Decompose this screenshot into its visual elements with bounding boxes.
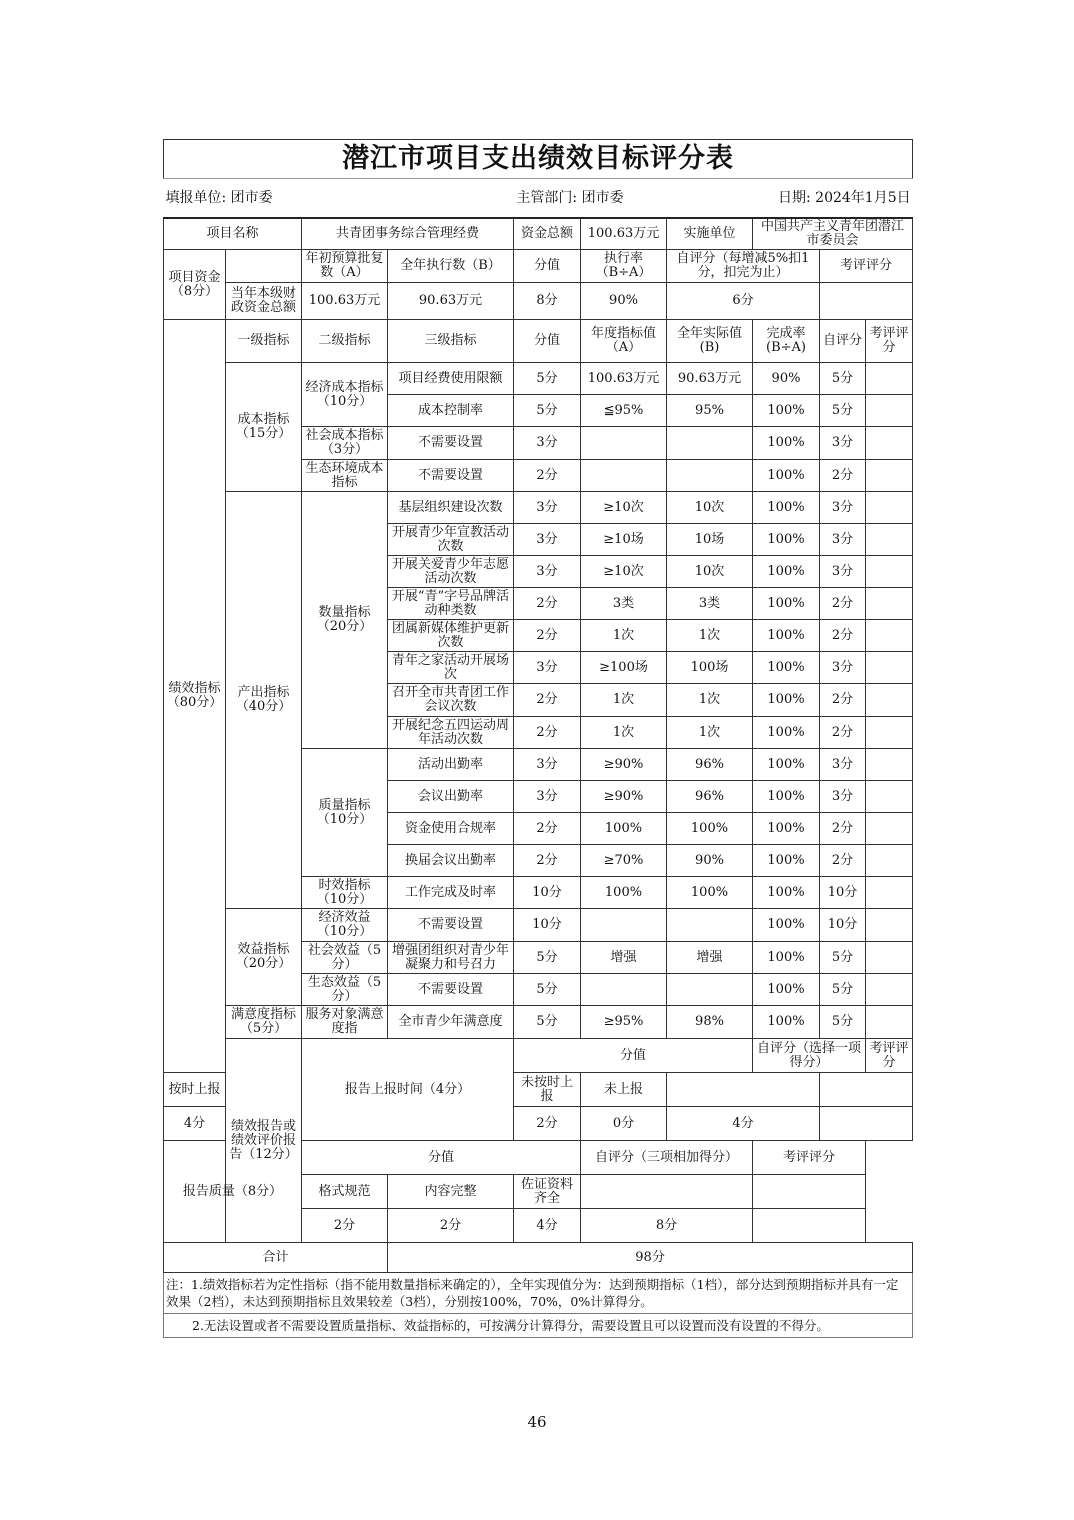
indicator-rate: 100% — [753, 460, 820, 492]
indicator-self-header: 自评分 — [820, 320, 866, 363]
indicator-target — [581, 460, 667, 492]
satisfaction-indicator: 满意度指标（5分） — [226, 1006, 302, 1039]
format-option: 格式规范 — [302, 1175, 388, 1209]
quantity-indicator: 数量指标（20分） — [302, 492, 388, 749]
indicator-target: 100.63万元 — [581, 363, 667, 395]
indicator-target — [581, 427, 667, 460]
indicator-target: ≥90% — [581, 781, 667, 813]
indicator-actual: 90% — [667, 845, 753, 877]
indicator-score: 5分 — [514, 974, 581, 1006]
indicator-score: 5分 — [514, 942, 581, 974]
indicator-score: 2分 — [514, 588, 581, 620]
indicator-self: 5分 — [820, 942, 866, 974]
report-time-label: 报告上报时间（4分） — [302, 1039, 514, 1141]
eval-score-header: 考评评分 — [820, 250, 913, 283]
report-quality-score-header: 分值 — [302, 1141, 581, 1175]
evidence-score: 4分 — [514, 1209, 581, 1243]
late-option: 未按时上报 — [514, 1073, 581, 1107]
indicator-rate: 90% — [753, 363, 820, 395]
indicator-actual: 3类 — [667, 588, 753, 620]
quality-indicator: 质量指标（10分） — [302, 749, 388, 877]
indicator-target: ≥10场 — [581, 524, 667, 556]
indicator-rate: 100% — [753, 909, 820, 942]
indicator-rate: 100% — [753, 524, 820, 556]
indicator-self: 5分 — [820, 395, 866, 427]
indicator-score: 3分 — [514, 492, 581, 524]
indicator-target: ≥10次 — [581, 492, 667, 524]
score-sheet — [163, 139, 912, 1338]
indicator-self: 3分 — [820, 749, 866, 781]
indicator-rate: 100% — [753, 652, 820, 684]
indicator-rate: 100% — [753, 974, 820, 1006]
actual-header: 全年实际值(B) — [667, 320, 753, 363]
indicator-name: 会议出勤率 — [388, 781, 514, 813]
indicator-actual: 95% — [667, 395, 753, 427]
fund-total-label: 资金总额 — [514, 218, 581, 250]
indicator-self: 3分 — [820, 556, 866, 588]
indicator-target: ≥10次 — [581, 556, 667, 588]
indicator-self: 3分 — [820, 652, 866, 684]
output-indicator: 产出指标（40分） — [226, 492, 302, 909]
fund-total: 100.63万元 — [581, 218, 667, 250]
indicator-self: 2分 — [820, 460, 866, 492]
eco-cost-indicator: 生态环境成本指标 — [302, 460, 388, 492]
report-time-self-header: 自评分（选择一项得分） — [753, 1039, 866, 1073]
cost-indicator: 成本指标（15分） — [226, 363, 302, 492]
exec-rate-header: 执行率（B÷A） — [581, 250, 667, 283]
indicator-actual: 1次 — [667, 684, 753, 717]
indicator-score: 5分 — [514, 395, 581, 427]
funding-row-label: 当年本级财政资金总额 — [226, 283, 302, 320]
indicator-target: 100% — [581, 877, 667, 909]
late-score: 2分 — [514, 1107, 581, 1141]
impl-unit-label: 实施单位 — [667, 218, 753, 250]
indicator-rate: 100% — [753, 749, 820, 781]
social-benefit-indicator: 社会效益（5分） — [302, 942, 388, 974]
indicator-actual: 10次 — [667, 492, 753, 524]
indicator-rate: 100% — [753, 813, 820, 845]
indicator-name: 不需要设置 — [388, 974, 514, 1006]
report-quality-eval-header: 考评评分 — [753, 1141, 866, 1175]
indicator-rate: 100% — [753, 684, 820, 717]
indicator-score-header: 分值 — [514, 320, 581, 363]
indicator-rate: 100% — [753, 942, 820, 974]
indicator-name: 资金使用合规率 — [388, 813, 514, 845]
indicator-self: 5分 — [820, 363, 866, 395]
indicator-name: 青年之家活动开展场次 — [388, 652, 514, 684]
complete-option: 内容完整 — [388, 1175, 514, 1209]
indicator-name: 活动出勤率 — [388, 749, 514, 781]
indicator-name: 换届会议出勤率 — [388, 845, 514, 877]
indicator-target — [581, 974, 667, 1006]
budget-header: 年初预算批复数（A） — [302, 250, 388, 283]
indicator-rate: 100% — [753, 845, 820, 877]
indicator-self: 2分 — [820, 717, 866, 749]
indicator-score: 3分 — [514, 749, 581, 781]
indicator-self: 2分 — [820, 845, 866, 877]
page-title: 潜江市项目支出绩效目标评分表 — [164, 140, 913, 179]
indicator-target: 1次 — [581, 717, 667, 749]
not-reported-score: 0分 — [581, 1107, 667, 1141]
indicator-self: 2分 — [820, 620, 866, 652]
indicator-actual: 100场 — [667, 652, 753, 684]
indicator-score: 3分 — [514, 524, 581, 556]
indicator-name: 开展青少年宣教活动次数 — [388, 524, 514, 556]
budget-value: 100.63万元 — [302, 283, 388, 320]
indicator-self: 5分 — [820, 1006, 866, 1039]
project-name-label: 项目名称 — [164, 218, 302, 250]
page-number: 46 — [527, 1413, 547, 1431]
indicator-actual: 10场 — [667, 524, 753, 556]
fill-unit: 填报单位: 团市委 — [164, 179, 388, 218]
indicator-actual: 96% — [667, 749, 753, 781]
indicator-actual: 96% — [667, 781, 753, 813]
indicator-target: 3类 — [581, 588, 667, 620]
indicator-name: 项目经费使用限额 — [388, 363, 514, 395]
indicator-rate: 100% — [753, 492, 820, 524]
indicator-name: 全市青少年满意度 — [388, 1006, 514, 1039]
indicator-rate: 100% — [753, 877, 820, 909]
indicator-self: 2分 — [820, 813, 866, 845]
indicator-self: 5分 — [820, 974, 866, 1006]
indicator-target: ≥70% — [581, 845, 667, 877]
indicator-actual — [667, 460, 753, 492]
indicator-eval-header: 考评评分 — [866, 320, 913, 363]
indicator-self: 10分 — [820, 877, 866, 909]
indicator-target: 增强 — [581, 942, 667, 974]
indicator-score: 2分 — [514, 717, 581, 749]
report-section-label: 绩效报告或绩效评价报告（12分） — [226, 1039, 302, 1243]
funding-self-score: 6分 — [667, 283, 820, 320]
indicator-self: 2分 — [820, 684, 866, 717]
indicator-rate: 100% — [753, 588, 820, 620]
funding-score: 8分 — [514, 283, 581, 320]
supervising-dept: 主管部门: 团市委 — [388, 179, 753, 218]
on-time-option: 按时上报 — [164, 1073, 226, 1107]
indicator-actual: 1次 — [667, 717, 753, 749]
indicator-actual: 1次 — [667, 620, 753, 652]
indicator-target: ≥95% — [581, 1006, 667, 1039]
social-cost-indicator: 社会成本指标（3分） — [302, 427, 388, 460]
funding-section-label: 项目资金（8分） — [164, 250, 226, 320]
completion-header: 完成率(B÷A) — [753, 320, 820, 363]
indicator-rate: 100% — [753, 427, 820, 460]
benefit-indicator: 效益指标（20分） — [226, 909, 302, 1006]
level2-header: 二级指标 — [302, 320, 388, 363]
indicator-score: 3分 — [514, 781, 581, 813]
econ-cost-indicator: 经济成本指标（10分） — [302, 363, 388, 427]
perf-section-label: 绩效指标（80分） — [164, 320, 226, 1073]
indicator-target: ≦95% — [581, 395, 667, 427]
indicator-target — [581, 909, 667, 942]
indicator-actual: 98% — [667, 1006, 753, 1039]
indicator-rate: 100% — [753, 1006, 820, 1039]
indicator-score: 3分 — [514, 556, 581, 588]
indicator-actual — [667, 909, 753, 942]
econ-benefit-indicator: 经济效益（10分） — [302, 909, 388, 942]
indicator-score: 10分 — [514, 909, 581, 942]
indicator-target: 100% — [581, 813, 667, 845]
note-2: 2.无法设置或者不需要设置质量指标、效益指标的，可按满分计算得分，需要设置且可以设置而没有设置的不得分。 — [164, 1314, 913, 1338]
indicator-name: 不需要设置 — [388, 460, 514, 492]
indicator-actual: 100% — [667, 813, 753, 845]
total-score: 98分 — [388, 1243, 913, 1273]
indicator-target: ≥100场 — [581, 652, 667, 684]
indicator-score: 3分 — [514, 427, 581, 460]
score-header: 分值 — [514, 250, 581, 283]
indicator-score: 5分 — [514, 363, 581, 395]
indicator-rate: 100% — [753, 556, 820, 588]
indicator-score: 2分 — [514, 620, 581, 652]
note-1: 注：1.绩效指标若为定性指标（指不能用数量指标来确定的），全年实现值分为：达到预期指标（1档），部分达到预期指标并具有一定效果（2档），未达到预期指标且效果较差（3档），分别按100%，70%，0%计算得分。 — [164, 1273, 913, 1314]
indicator-rate: 100% — [753, 620, 820, 652]
indicator-score: 2分 — [514, 845, 581, 877]
indicator-name: 团属新媒体维护更新次数 — [388, 620, 514, 652]
report-quality-label: 报告质量（8分） — [164, 1141, 302, 1243]
format-score: 2分 — [302, 1209, 388, 1243]
report-time-self-score: 4分 — [667, 1107, 820, 1141]
timely-indicator: 时效指标（10分） — [302, 877, 388, 909]
exec-rate: 90% — [581, 283, 667, 320]
indicator-score: 2分 — [514, 460, 581, 492]
report-time-score-header: 分值 — [514, 1039, 753, 1073]
indicator-self: 3分 — [820, 492, 866, 524]
indicator-self: 3分 — [820, 427, 866, 460]
indicator-actual — [667, 427, 753, 460]
level3-header: 三级指标 — [388, 320, 514, 363]
indicator-name: 不需要设置 — [388, 427, 514, 460]
indicator-name: 召开全市共青团工作会议次数 — [388, 684, 514, 717]
indicator-score: 2分 — [514, 813, 581, 845]
fill-date: 日期: 2024年1月5日 — [753, 179, 913, 218]
indicator-rate: 100% — [753, 395, 820, 427]
self-score-header: 自评分（每增减5%扣1分，扣完为止） — [667, 250, 820, 283]
indicator-actual — [667, 974, 753, 1006]
indicator-name: 工作完成及时率 — [388, 877, 514, 909]
total-label: 合计 — [164, 1243, 388, 1273]
indicator-target: 1次 — [581, 620, 667, 652]
service-satisfaction-indicator: 服务对象满意度指 — [302, 1006, 388, 1039]
exec-header: 全年执行数（B） — [388, 250, 514, 283]
indicator-score: 3分 — [514, 652, 581, 684]
impl-unit: 中国共产主义青年团潜江市委员会 — [753, 218, 913, 250]
indicator-target: ≥90% — [581, 749, 667, 781]
indicator-self: 10分 — [820, 909, 866, 942]
score-table — [163, 139, 913, 1338]
indicator-actual: 100% — [667, 877, 753, 909]
complete-score: 2分 — [388, 1209, 514, 1243]
indicator-name: 基层组织建设次数 — [388, 492, 514, 524]
evidence-option: 佐证资料齐全 — [514, 1175, 581, 1209]
indicator-name: 成本控制率 — [388, 395, 514, 427]
indicator-self: 3分 — [820, 524, 866, 556]
indicator-name: 开展关爱青少年志愿活动次数 — [388, 556, 514, 588]
indicator-score: 10分 — [514, 877, 581, 909]
project-name: 共青团事务综合管理经费 — [302, 218, 514, 250]
indicator-actual: 90.63万元 — [667, 363, 753, 395]
report-quality-self-header: 自评分（三项相加得分） — [581, 1141, 753, 1175]
indicator-score: 2分 — [514, 684, 581, 717]
report-quality-self-score: 8分 — [581, 1209, 753, 1243]
indicator-self: 2分 — [820, 588, 866, 620]
indicator-name: 开展“青”字号品牌活动种类数 — [388, 588, 514, 620]
target-header: 年度指标值（A） — [581, 320, 667, 363]
eco-benefit-indicator: 生态效益（5分） — [302, 974, 388, 1006]
indicator-target: 1次 — [581, 684, 667, 717]
report-time-eval-header: 考评评分 — [866, 1039, 913, 1073]
indicator-name: 开展纪念五四运动周年活动次数 — [388, 717, 514, 749]
indicator-rate: 100% — [753, 781, 820, 813]
indicator-actual: 增强 — [667, 942, 753, 974]
indicator-actual: 10次 — [667, 556, 753, 588]
indicator-score: 5分 — [514, 1006, 581, 1039]
indicator-rate: 100% — [753, 717, 820, 749]
indicator-self: 3分 — [820, 781, 866, 813]
indicator-name: 增强团组织对青少年凝聚力和号召力 — [388, 942, 514, 974]
not-reported-option: 未上报 — [581, 1073, 667, 1107]
exec-value: 90.63万元 — [388, 283, 514, 320]
level1-header: 一级指标 — [226, 320, 302, 363]
indicator-name: 不需要设置 — [388, 909, 514, 942]
on-time-score: 4分 — [164, 1107, 226, 1141]
